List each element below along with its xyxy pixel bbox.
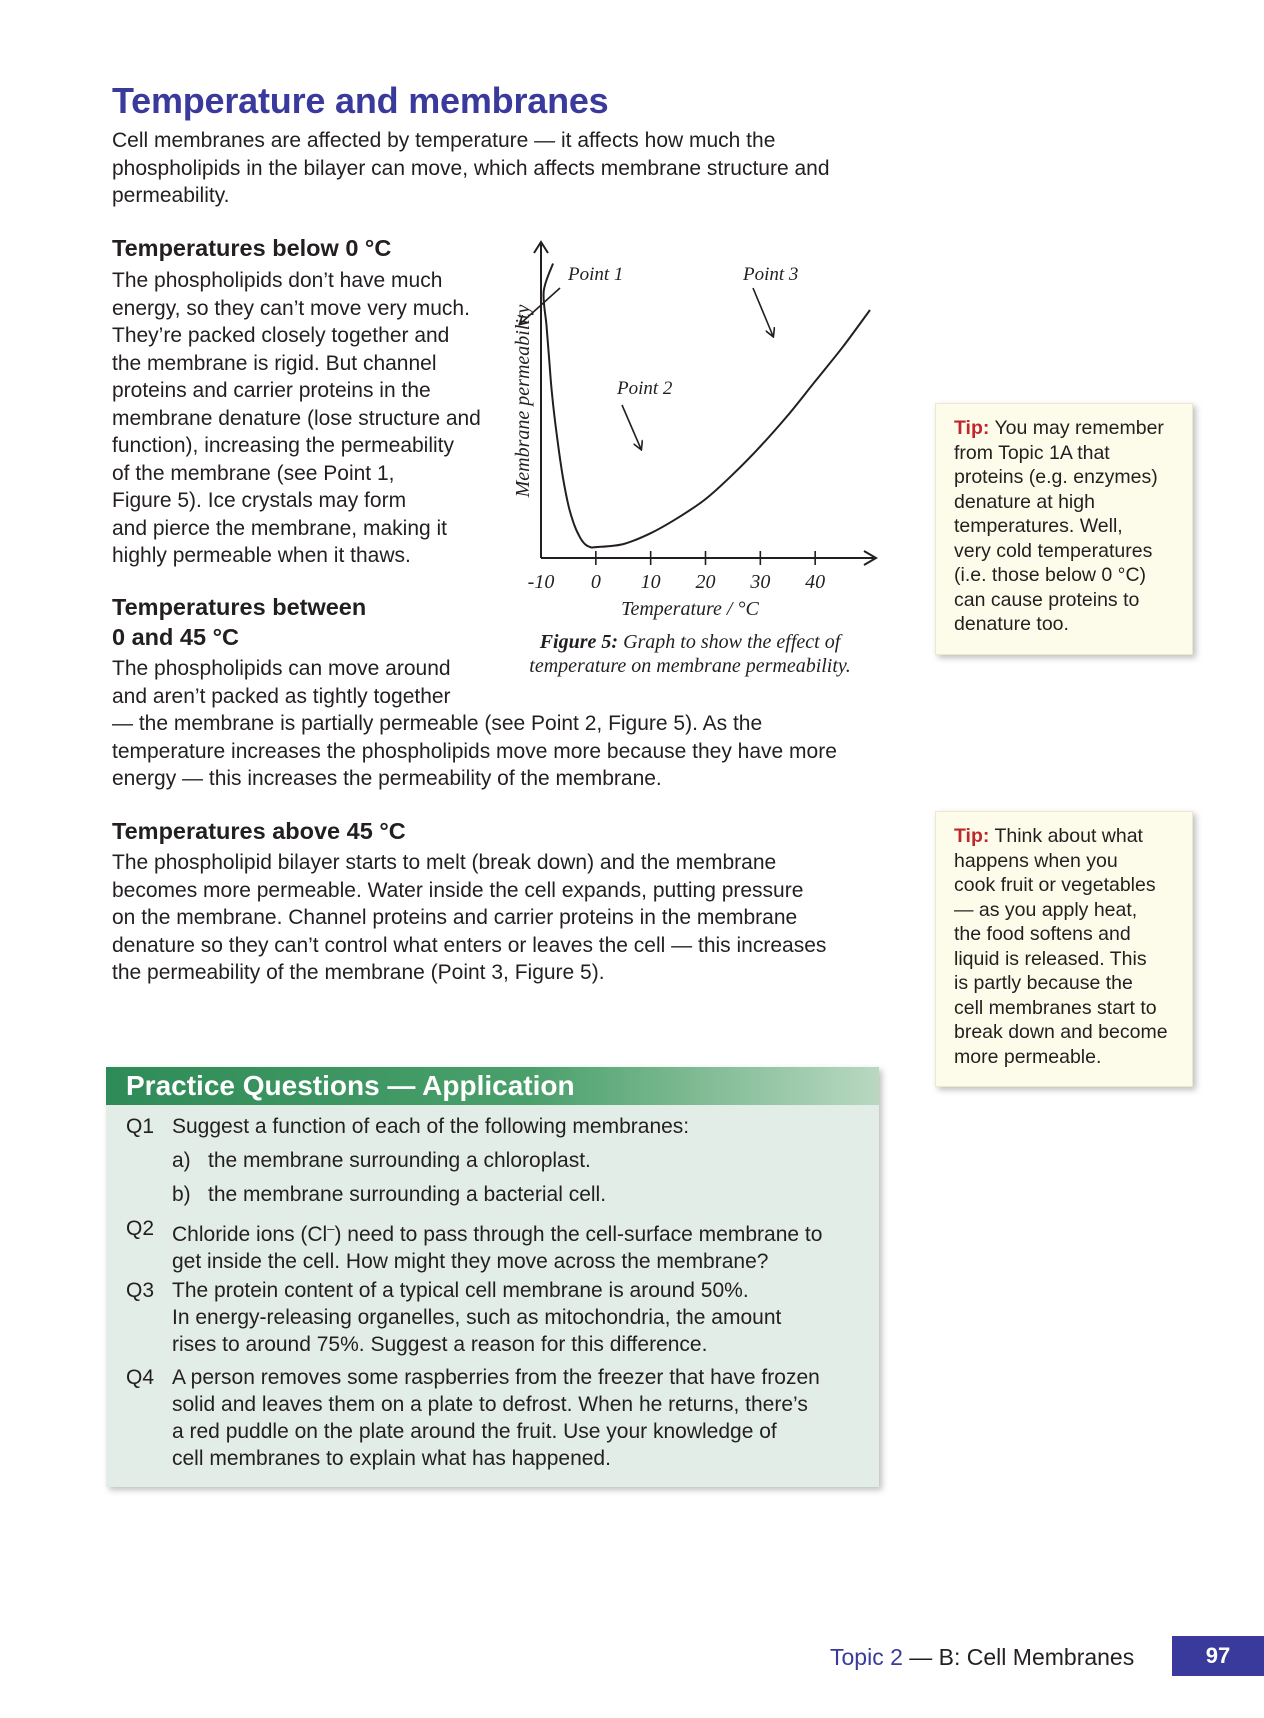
text-line: The phospholipids don’t have much (112, 269, 443, 292)
question-line: solid and leaves them on a plate to defrost. When he returns, there’s (172, 1393, 808, 1416)
question-line: get inside the cell. How might they move across the membrane? (172, 1250, 769, 1273)
text-line: Figure 5). Ice crystals may form (112, 489, 407, 512)
text-line: the permeability of the membrane (Point 3, Figure 5). (112, 961, 605, 984)
section-heading-0-to-45 (112, 592, 366, 652)
annotation-label: Point 1 (568, 264, 624, 285)
intro-paragraph: Cell membranes are affected by temperature — it affects how much the phospholipids in the bilayer can move, which affects membrane structure and permeability. (112, 129, 830, 207)
q2-text-part: Chloride ions (Cl (172, 1223, 328, 1246)
y-axis-label: Membrane permeability (512, 304, 534, 498)
question-line: rises to around 75%. Suggest a reason for this difference. (172, 1333, 708, 1356)
tip-line: proteins (e.g. enzymes) (954, 466, 1158, 488)
tip-line: the food softens and (954, 923, 1131, 945)
tip-line: very cold temperatures (954, 539, 1153, 562)
section-heading-above-45: Temperatures above 45 °C (112, 818, 406, 844)
question-text: Suggest a function of each of the following membranes: (172, 1115, 690, 1138)
text-line: the membrane is rigid. But channel (112, 351, 437, 375)
text-line: membrane denature (lose structure and (112, 406, 481, 430)
question-q4 (106, 1364, 879, 1474)
section-below-0-text (112, 267, 512, 570)
text-line: highly permeable when it thaws. (112, 544, 411, 567)
tip-line: cook fruit or vegetables (954, 874, 1156, 896)
question-text (172, 1364, 862, 1472)
question-q2 (106, 1215, 879, 1275)
footer-topic-word: Topic 2 (830, 1644, 903, 1670)
text-line: energy — this increases the permeability of the membrane. (112, 767, 662, 790)
question-number: Q3 (126, 1279, 155, 1302)
text-line: of the membrane (see Point 1, (112, 461, 395, 485)
question-line: a red puddle on the plate around the fruit. Use your knowledge of (172, 1420, 777, 1443)
heading-line: 0 and 45 °C (112, 624, 239, 650)
figure-label: Figure 5: (539, 631, 619, 653)
text-line: on the membrane. Channel proteins and carrier proteins in the membrane (112, 906, 798, 929)
tip-line: — as you apply heat, (954, 898, 1138, 921)
question-part-a (172, 1147, 591, 1174)
practice-questions-box (106, 1067, 879, 1487)
tip-label: Tip: (954, 417, 990, 439)
tip-line: is partly because the (954, 972, 1133, 994)
figure-caption-line-1 (539, 631, 843, 653)
tip-line: can cause proteins to (954, 588, 1140, 611)
question-text (172, 1215, 862, 1275)
practice-questions-header: Practice Questions — Application (106, 1067, 879, 1105)
section-heading-below-0: Temperatures below 0 °C (112, 235, 392, 261)
tip-line: happens when you (954, 849, 1118, 872)
question-line: cell membranes to explain what has happened. (172, 1447, 611, 1470)
question-q1 (106, 1113, 879, 1213)
x-axis-label: Temperature / °C (621, 598, 759, 620)
question-line: The protein content of a typical cell membrane is around 50%. (172, 1279, 749, 1302)
part-text: the membrane surrounding a chloroplast. (208, 1149, 591, 1172)
section-above-45-text (112, 849, 892, 987)
text-line: temperature increases the phospholipids move more because they have more (112, 739, 837, 763)
tip-text: Think about what (994, 825, 1143, 847)
text-line: The phospholipid bilayer starts to melt (break down) and the membrane (112, 851, 777, 874)
tip-line: denature at high (954, 490, 1095, 513)
q2-text-part: ) need to pass through the cell-surface membrane to (334, 1223, 823, 1246)
permeability-curve (543, 264, 870, 548)
question-line (172, 1215, 862, 1248)
tip-line: break down and become (954, 1021, 1168, 1043)
part-label: b) (172, 1183, 191, 1206)
page-title: Temperature and membranes (112, 80, 609, 121)
question-part-b (172, 1181, 607, 1208)
question-number: Q1 (126, 1115, 155, 1138)
text-line: and aren’t packed as tightly together (112, 684, 451, 708)
heading-line: Temperatures between (112, 594, 367, 620)
tip-line (954, 824, 1180, 849)
page-number: 97 (1172, 1636, 1264, 1676)
tip-line: temperatures. Well, (954, 515, 1123, 537)
text-line: function), increasing the permeability (112, 434, 455, 457)
question-number: Q2 (126, 1217, 155, 1240)
figure-caption-line-2: temperature on membrane permeability. (529, 655, 851, 677)
annotation-label: Point 2 (617, 378, 673, 399)
x-tick-label: -10 (527, 571, 555, 593)
tip-line: cell membranes start to (954, 996, 1157, 1019)
x-tick-label: 20 (695, 571, 716, 593)
tip-line: (i.e. those below 0 °C) (954, 564, 1147, 586)
part-label: a) (172, 1149, 191, 1172)
tip-line (954, 416, 1180, 441)
q2-superscript: – (327, 1221, 335, 1236)
x-tick-label: 0 (590, 571, 601, 593)
tip-line: from Topic 1A that (954, 441, 1110, 464)
figure-caption-text: Graph to show the effect of (623, 631, 841, 653)
text-line: proteins and carrier proteins in the (112, 379, 431, 402)
text-line: and pierce the membrane, making it (112, 516, 448, 540)
footer-topic-rest: — B: Cell Membranes (902, 1644, 1135, 1670)
question-number: Q4 (126, 1366, 155, 1389)
annotation-arrow (622, 405, 641, 449)
tip-box-cold-proteins (935, 403, 1193, 655)
annotation-label: Point 3 (743, 264, 799, 285)
x-tick-label: 30 (750, 571, 771, 593)
tip-line: denature too. (954, 613, 1069, 635)
text-line: — the membrane is partially permeable (see Point 2, Figure 5). As the (112, 712, 763, 735)
tip-label: Tip: (954, 825, 990, 847)
text-line: becomes more permeable. Water inside the cell expands, putting pressure (112, 878, 804, 902)
tip-line: liquid is released. This (954, 947, 1147, 970)
x-tick-label: 40 (805, 571, 826, 593)
tip-line: more permeable. (954, 1045, 1102, 1068)
question-text (172, 1277, 862, 1358)
tip-box-cooking (935, 811, 1193, 1087)
annotation-arrow (753, 288, 773, 336)
permeability-chart (500, 238, 890, 678)
question-line: In energy-releasing organelles, such as mitochondria, the amount (172, 1306, 782, 1329)
question-q3 (106, 1277, 879, 1362)
part-text: the membrane surrounding a bacterial cell. (208, 1183, 607, 1206)
footer-topic (830, 1644, 1134, 1671)
x-tick-label: 10 (640, 571, 661, 593)
question-line: A person removes some raspberries from the freezer that have frozen (172, 1366, 820, 1389)
text-line: The phospholipids can move around (112, 657, 451, 680)
text-line: energy, so they can’t move very much. (112, 296, 470, 320)
tip-text: You may remember (994, 417, 1164, 439)
text-line: denature so they can’t control what enters or leaves the cell — this increases (112, 933, 827, 957)
text-line: They’re packed closely together and (112, 324, 450, 347)
